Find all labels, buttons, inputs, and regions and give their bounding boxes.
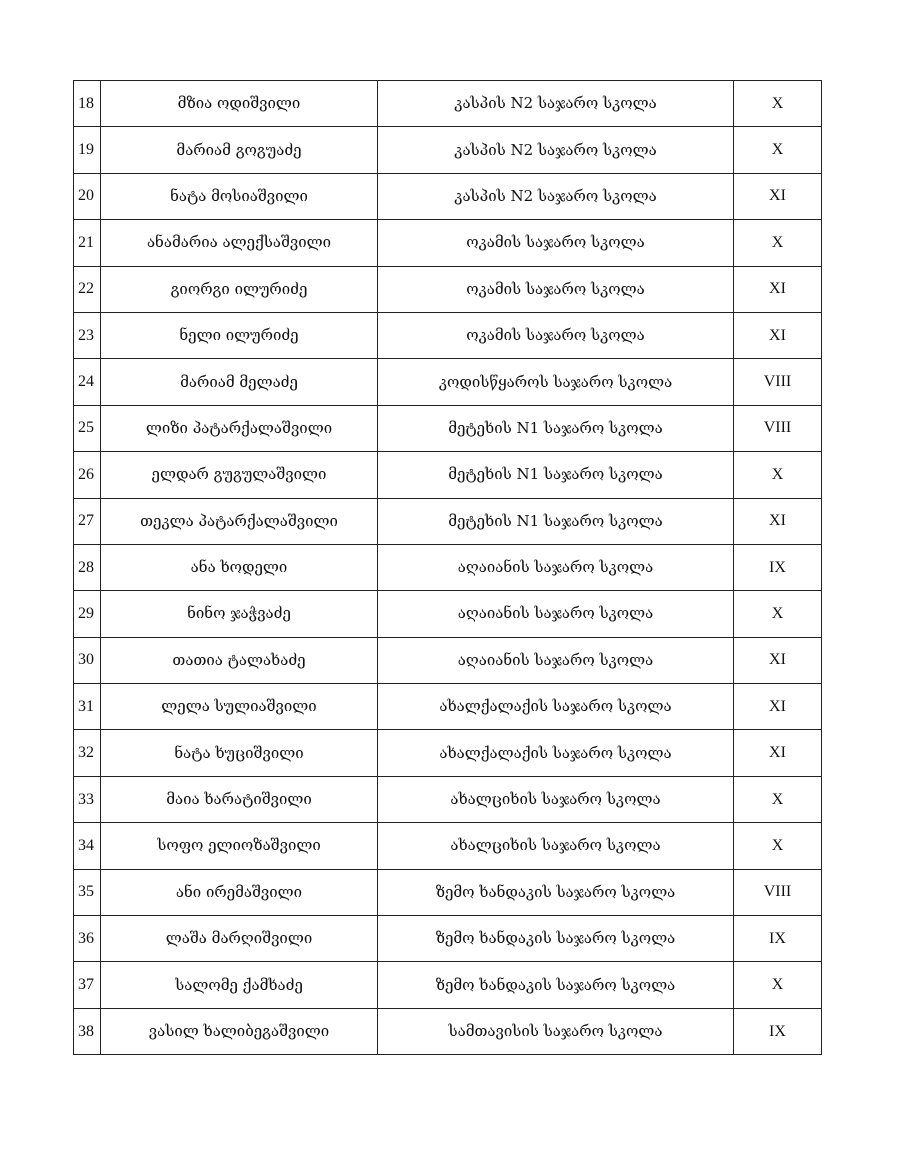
row-number: 36: [74, 916, 101, 962]
school-name: ზემო ხანდაკის საჯარო სკოლა: [378, 869, 734, 915]
grade: VIII: [734, 359, 822, 405]
student-name: მზია ოდიშვილი: [101, 81, 378, 127]
student-name: ანი ირემაშვილი: [101, 869, 378, 915]
table-row: [74, 962, 822, 1008]
school-name: ახალქალაქის საჯარო სკოლა: [378, 730, 734, 776]
table-row: [74, 81, 822, 127]
table-row: [74, 1008, 822, 1054]
student-name: მაია ხარატიშვილი: [101, 776, 378, 822]
row-number: 23: [74, 312, 101, 358]
row-number: 35: [74, 869, 101, 915]
row-number: 28: [74, 544, 101, 590]
student-name: ვასილ ხალიბეგაშვილი: [101, 1008, 378, 1054]
grade: X: [734, 81, 822, 127]
school-name: აღაიანის საჯარო სკოლა: [378, 591, 734, 637]
grade: X: [734, 591, 822, 637]
grade: IX: [734, 1008, 822, 1054]
row-number: 27: [74, 498, 101, 544]
table-row: [74, 498, 822, 544]
table-row: [74, 869, 822, 915]
school-name: ახალციხის საჯარო სკოლა: [378, 823, 734, 869]
table-row: [74, 173, 822, 219]
row-number: 21: [74, 220, 101, 266]
student-name: ნატა მოსიაშვილი: [101, 173, 378, 219]
row-number: 20: [74, 173, 101, 219]
grade: X: [734, 823, 822, 869]
table-row: [74, 266, 822, 312]
grade: X: [734, 776, 822, 822]
row-number: 32: [74, 730, 101, 776]
grade: X: [734, 220, 822, 266]
table-row: [74, 776, 822, 822]
participants-table: [73, 80, 822, 1055]
school-name: ოკამის საჯარო სკოლა: [378, 312, 734, 358]
school-name: კასპის N2 საჯარო სკოლა: [378, 173, 734, 219]
table-row: [74, 127, 822, 173]
grade: XI: [734, 498, 822, 544]
student-name: მარიამ გოგუაძე: [101, 127, 378, 173]
grade: X: [734, 452, 822, 498]
school-name: ზემო ხანდაკის საჯარო სკოლა: [378, 916, 734, 962]
student-name: ანა ხოდელი: [101, 544, 378, 590]
student-name: ნელი ილურიძე: [101, 312, 378, 358]
table-body: [74, 81, 822, 1055]
student-name: მარიამ მელაძე: [101, 359, 378, 405]
table-row: [74, 359, 822, 405]
table-row: [74, 637, 822, 683]
student-name: სოფო ელიოზაშვილი: [101, 823, 378, 869]
student-name: თეკლა პატარქალაშვილი: [101, 498, 378, 544]
grade: XI: [734, 637, 822, 683]
row-number: 34: [74, 823, 101, 869]
school-name: კოდისწყაროს საჯარო სკოლა: [378, 359, 734, 405]
school-name: სამთავისის საჯარო სკოლა: [378, 1008, 734, 1054]
row-number: 22: [74, 266, 101, 312]
school-name: აღაიანის საჯარო სკოლა: [378, 544, 734, 590]
grade: XI: [734, 312, 822, 358]
row-number: 25: [74, 405, 101, 451]
grade: XI: [734, 730, 822, 776]
table-row: [74, 405, 822, 451]
school-name: ახალქალაქის საჯარო სკოლა: [378, 684, 734, 730]
grade: IX: [734, 916, 822, 962]
student-name: ელდარ გუგულაშვილი: [101, 452, 378, 498]
grade: X: [734, 127, 822, 173]
student-name: გიორგი ილურიძე: [101, 266, 378, 312]
school-name: ოკამის საჯარო სკოლა: [378, 220, 734, 266]
row-number: 19: [74, 127, 101, 173]
table-row: [74, 544, 822, 590]
school-name: ოკამის საჯარო სკოლა: [378, 266, 734, 312]
school-name: კასპის N2 საჯარო სკოლა: [378, 127, 734, 173]
school-name: აღაიანის საჯარო სკოლა: [378, 637, 734, 683]
school-name: ახალციხის საჯარო სკოლა: [378, 776, 734, 822]
grade: VIII: [734, 869, 822, 915]
table-row: [74, 452, 822, 498]
grade: XI: [734, 173, 822, 219]
table-row: [74, 591, 822, 637]
grade: X: [734, 962, 822, 1008]
school-name: მეტეხის N1 საჯარო სკოლა: [378, 498, 734, 544]
table-row: [74, 684, 822, 730]
school-name: მეტეხის N1 საჯარო სკოლა: [378, 452, 734, 498]
grade: XI: [734, 684, 822, 730]
row-number: 24: [74, 359, 101, 405]
student-name: ანამარია ალექსაშვილი: [101, 220, 378, 266]
row-number: 37: [74, 962, 101, 1008]
student-name: ლაშა მარღიშვილი: [101, 916, 378, 962]
table-row: [74, 730, 822, 776]
table-row: [74, 220, 822, 266]
grade: IX: [734, 544, 822, 590]
row-number: 26: [74, 452, 101, 498]
row-number: 29: [74, 591, 101, 637]
grade: VIII: [734, 405, 822, 451]
row-number: 38: [74, 1008, 101, 1054]
student-name: ლელა სულიაშვილი: [101, 684, 378, 730]
grade: XI: [734, 266, 822, 312]
row-number: 18: [74, 81, 101, 127]
student-name: სალომე ქამხაძე: [101, 962, 378, 1008]
school-name: ზემო ხანდაკის საჯარო სკოლა: [378, 962, 734, 1008]
table-row: [74, 916, 822, 962]
school-name: კასპის N2 საჯარო სკოლა: [378, 81, 734, 127]
table-row: [74, 312, 822, 358]
student-name: თათია ტალახაძე: [101, 637, 378, 683]
table-row: [74, 823, 822, 869]
row-number: 31: [74, 684, 101, 730]
row-number: 33: [74, 776, 101, 822]
student-name: ლიზი პატარქალაშვილი: [101, 405, 378, 451]
student-name: ნატა ხუციშვილი: [101, 730, 378, 776]
school-name: მეტეხის N1 საჯარო სკოლა: [378, 405, 734, 451]
student-name: ნინო ჯაჭვაძე: [101, 591, 378, 637]
row-number: 30: [74, 637, 101, 683]
